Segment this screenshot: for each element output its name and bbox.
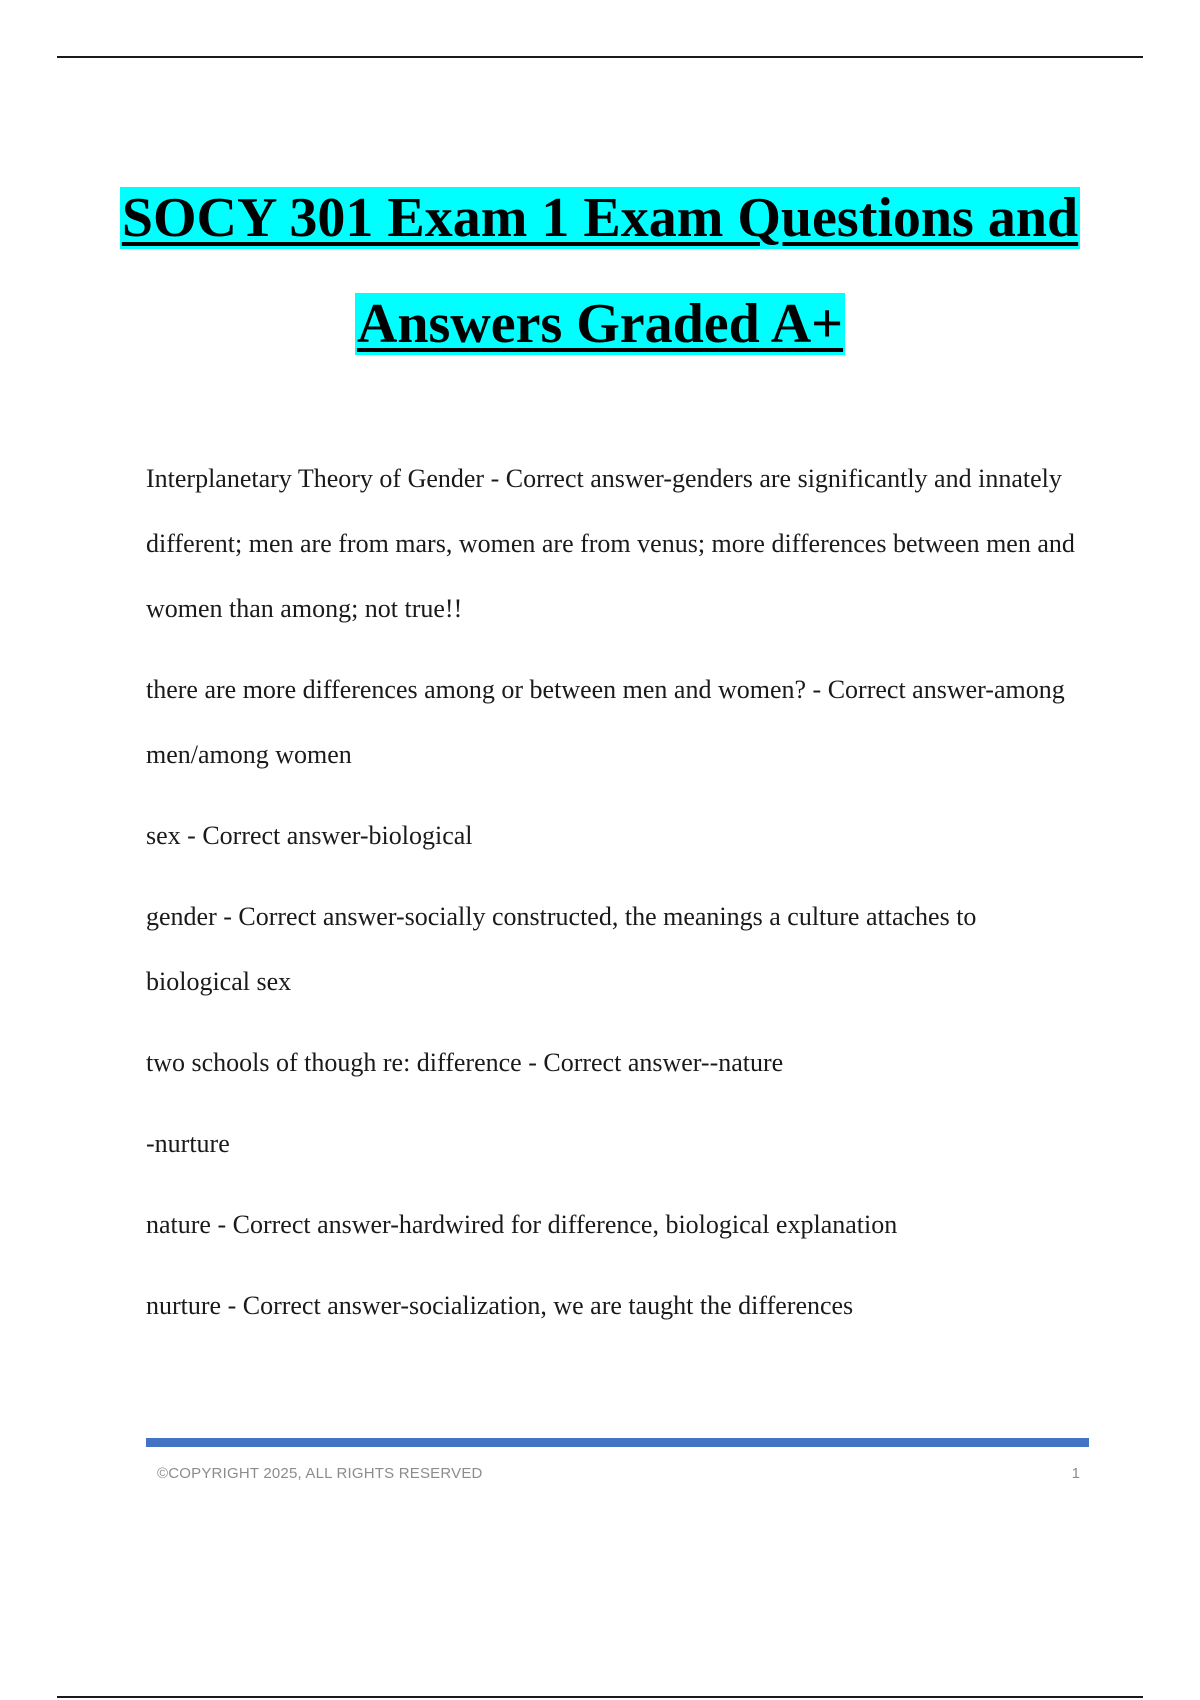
qa-list xyxy=(146,446,1086,1354)
qa-entry: Interplanetary Theory of Gender - Correct answer-genders are significantly and innately different; men are from mars, women are from venus; more differences between men and women than among; not true!! xyxy=(146,464,1075,623)
qa-entry: nature - Correct answer-hardwired for difference, biological explanation xyxy=(146,1210,898,1239)
title-line-1 xyxy=(0,172,1200,278)
bottom-page-rule xyxy=(57,1696,1143,1698)
qa-entry: there are more differences among or between men and women? - Correct answer-among men/among women xyxy=(146,675,1065,769)
title-line-2-text: Answers Graded A+ xyxy=(356,293,844,355)
title-line-2 xyxy=(0,278,1200,384)
footer-divider xyxy=(146,1438,1089,1447)
qa-entry: nurture - Correct answer-socialization, we are taught the differences xyxy=(146,1291,854,1320)
page-number: 1 xyxy=(1071,1465,1080,1482)
qa-entry: sex - Correct answer-biological xyxy=(146,821,473,850)
title-line-1-text: SOCY 301 Exam 1 Exam Questions and xyxy=(121,187,1079,249)
footer-copyright: ©COPYRIGHT 2025, ALL RIGHTS RESERVED xyxy=(157,1465,483,1482)
qa-entry: gender - Correct answer-socially constructed, the meanings a culture attaches to biological sex xyxy=(146,902,977,996)
qa-entry: -nurture xyxy=(146,1129,230,1158)
qa-entry: two schools of though re: difference - Correct answer--nature xyxy=(146,1048,784,1077)
document-title xyxy=(0,172,1200,384)
top-page-rule xyxy=(57,56,1143,58)
